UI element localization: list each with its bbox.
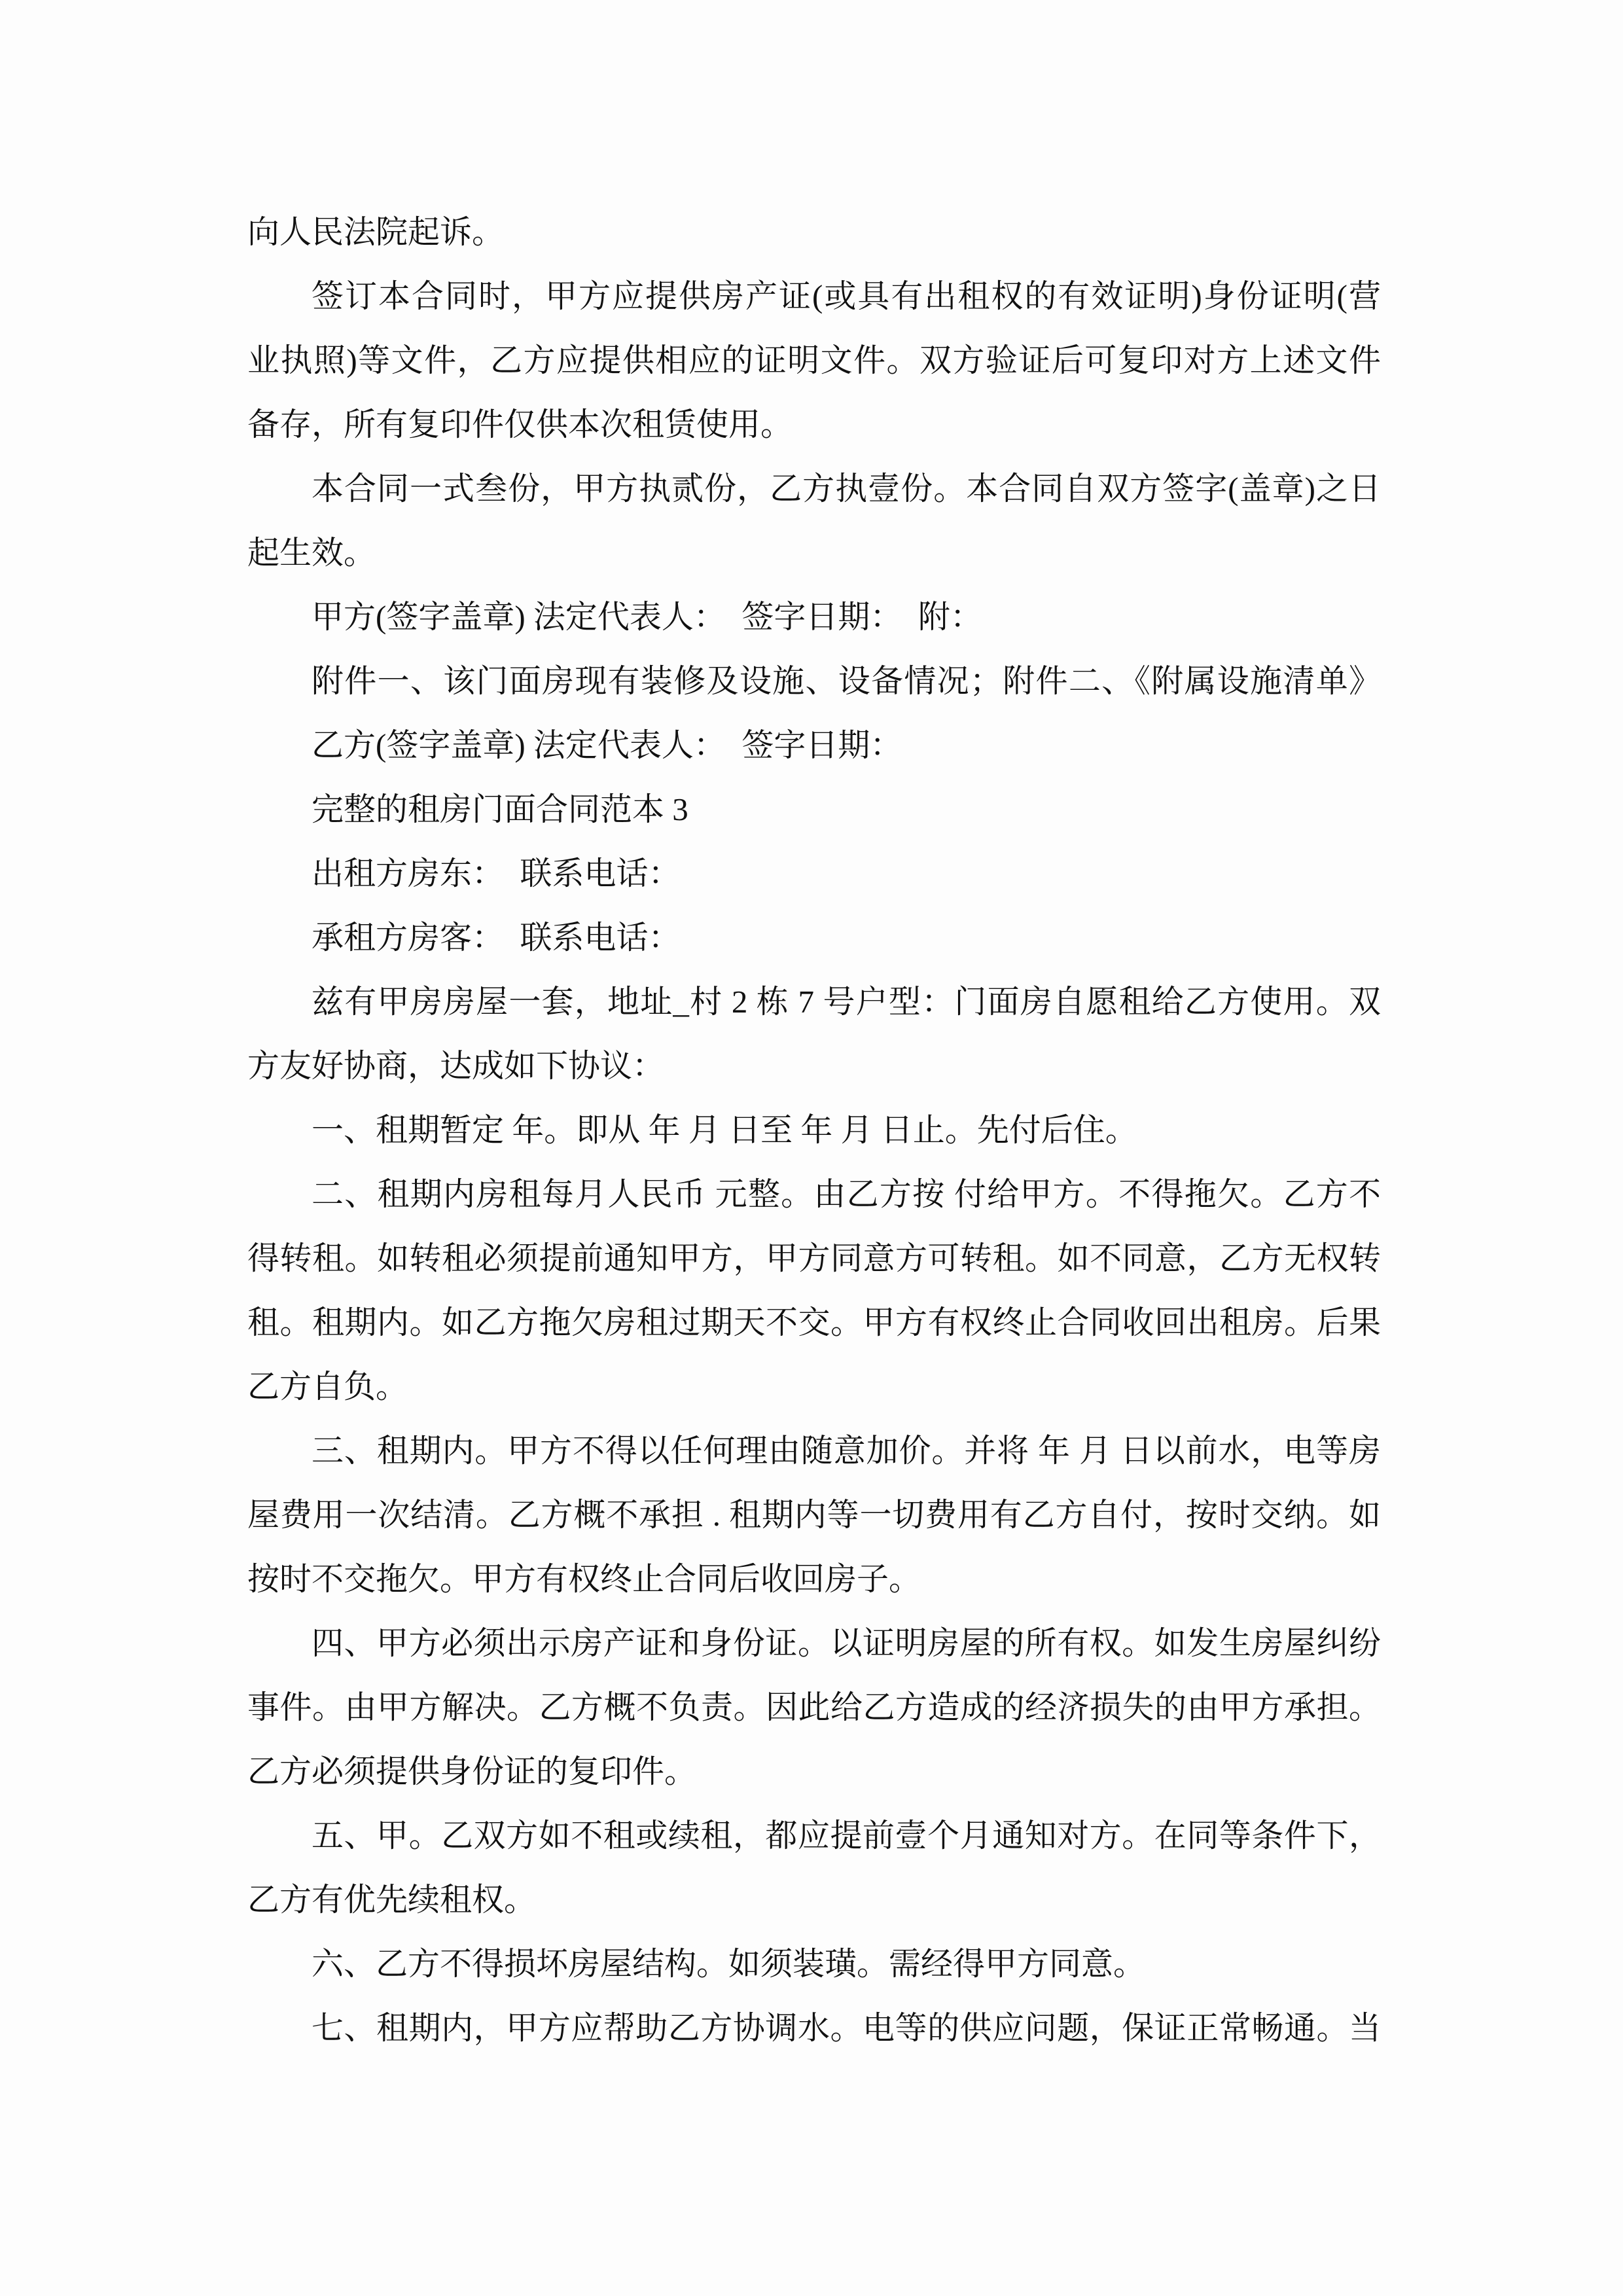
text-line: 乙方自负。 xyxy=(247,1369,408,1405)
text-line: 乙方有优先续租权。 xyxy=(247,1882,537,1918)
text-line: 方友好协商，达成如下协议： xyxy=(247,1048,665,1084)
text-line: 四、甲方必须出示房产证和身份证。以证明房屋的所有权。如发生房屋纠纷 xyxy=(312,1625,1381,1661)
text-line: 屋费用一次结清。乙方概不承担 . 租期内等一切费用有乙方自付，按时交纳。如 xyxy=(247,1497,1381,1533)
text-line: 按时不交拖欠。甲方有权终止合同后收回房子。 xyxy=(247,1561,921,1597)
text-line: 租。租期内。如乙方拖欠房租过期天不交。甲方有权终止合同收回出租房。后果 xyxy=(247,1304,1381,1340)
text-line: 七、租期内，甲方应帮助乙方协调水。电等的供应问题，保证正常畅通。当 xyxy=(312,2010,1381,2046)
text-line: 附件一、该门面房现有装修及设施、设备情况；附件二、《附属设施清单》 xyxy=(312,663,1381,699)
text-line: 六、乙方不得损坏房屋结构。如须装璜。需经得甲方同意。 xyxy=(312,1946,1146,1982)
text-line: 本合同一式叁份，甲方执贰份，乙方执壹份。本合同自双方签字(盖章)之日 xyxy=(312,471,1381,507)
text-line: 乙方必须提供身份证的复印件。 xyxy=(247,1753,697,1789)
text-line: 事件。由甲方解决。乙方概不负责。因此给乙方造成的经济损失的由甲方承担。 xyxy=(247,1689,1381,1725)
text-line: 备存，所有复印件仅供本次租赁使用。 xyxy=(247,406,793,442)
text-line: 向人民法院起诉。 xyxy=(247,214,505,250)
text-line: 业执照)等文件，乙方应提供相应的证明文件。双方验证后可复印对方上述文件 xyxy=(247,342,1381,378)
text-line: 五、甲。乙双方如不租或续租，都应提前壹个月通知对方。在同等条件下， xyxy=(312,1818,1381,1854)
text-line: 起生效。 xyxy=(247,535,376,571)
text-line: 甲方(签字盖章) 法定代表人： 签字日期： 附： xyxy=(312,599,982,635)
text-line: 二、租期内房租每月人民币 元整。由乙方按 付给甲方。不得拖欠。乙方不 xyxy=(312,1176,1381,1212)
text-line: 兹有甲房房屋一套，地址_村 2 栋 7 号户型：门面房自愿租给乙方使用。双 xyxy=(312,984,1381,1020)
text-block xyxy=(247,200,1381,2060)
text-line: 完整的租房门面合同范本 3 xyxy=(312,791,688,827)
text-line: 乙方(签字盖章) 法定代表人： 签字日期： xyxy=(312,727,902,763)
text-line: 一、租期暂定 年。即从 年 月 日至 年 月 日止。先付后住。 xyxy=(312,1112,1137,1148)
text-line: 承租方房客： 联系电话： xyxy=(312,920,681,956)
text-line: 三、租期内。甲方不得以任何理由随意加价。并将 年 月 日以前水，电等房 xyxy=(312,1433,1381,1469)
text-line: 出租方房东： 联系电话： xyxy=(312,855,681,891)
text-line: 签订本合同时，甲方应提供房产证(或具有出租权的有效证明)身份证明(营 xyxy=(312,278,1381,314)
text-line: 得转租。如转租必须提前通知甲方，甲方同意方可转租。如不同意，乙方无权转 xyxy=(247,1240,1381,1276)
